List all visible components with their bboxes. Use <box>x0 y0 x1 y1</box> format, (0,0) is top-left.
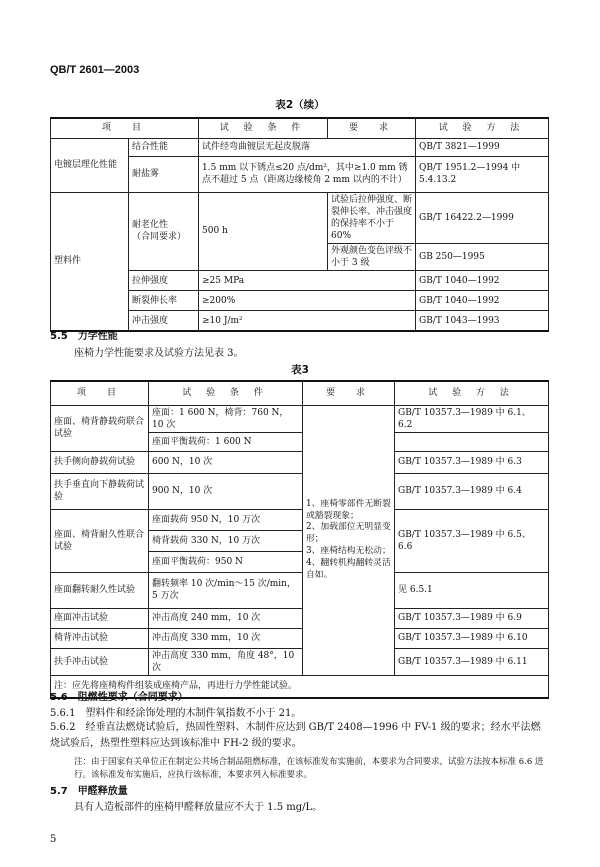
t2-aging-method2: GB 250—1995 <box>416 244 549 271</box>
t3-header-method: 试 验 方 法 <box>395 381 549 405</box>
t2-impact-method: GB/T 1043—1993 <box>416 311 549 331</box>
t3-r3-method: GB/T 10357.3—1989 中 6.4 <box>395 473 549 509</box>
section-5-7-text: 具有人造板部件的座椅甲醛释放量应不大于 1.5 mg/L。 <box>74 802 323 813</box>
t3-r7-cond: 冲击高度 330 mm，10 次 <box>149 628 303 648</box>
t2-tensile-value: ≥25 MPa <box>199 271 416 291</box>
t3-r6-item: 座面冲击试验 <box>51 608 149 628</box>
t3-r6-method: GB/T 10357.3—1989 中 6.9 <box>395 608 549 628</box>
t2-aging-item: 耐老化性 （合同要求） <box>129 192 199 271</box>
t2-adhesion-condition: 试件经弯曲镀层无起皮脱落 <box>199 138 416 156</box>
section-5-5-title: 5.5 力学性能 <box>50 331 118 342</box>
t2-header-method: 试 验 方 法 <box>416 118 549 138</box>
t2-tensile-method: GB/T 1040—1992 <box>416 271 549 291</box>
t3-r3-item: 扶手垂直向下静载荷试验 <box>51 473 149 509</box>
t2-aging-req2: 外观颜色变色评级不小于 3 级 <box>328 244 416 271</box>
t2-elongation-value: ≥200% <box>199 291 416 311</box>
t3-r4-cond-a: 座面载荷 950 N，10 万次 <box>149 509 303 530</box>
standard-code-header: QB/T 2601—2003 <box>50 64 140 76</box>
table3 <box>50 380 549 699</box>
t3-r8-item: 扶手冲击试验 <box>51 648 149 675</box>
t3-r1-cond-a: 座面：1 600 N，椅背：760 N，10 次 <box>149 405 303 432</box>
t3-header-item: 项 目 <box>51 381 149 405</box>
t2-header-requirement: 要 求 <box>328 118 416 138</box>
t2-adhesion-method: QB/T 3821—1999 <box>416 138 549 156</box>
table2 <box>50 117 549 332</box>
section-5-6-1: 5.6.1 塑料件和经涂饰处理的木制件氧指数不小于 21。 <box>50 708 302 719</box>
t2-elongation-item: 断裂伸长率 <box>129 291 199 311</box>
table3-caption: 表3 <box>291 364 309 376</box>
section-5-6-title: 5.6 阻燃性要求（合同要求） <box>50 692 188 703</box>
t3-r4-cond-c: 座面平衡载荷：950 N <box>149 551 303 572</box>
t2-group-electroplating: 电镀层理化性能 <box>51 138 129 192</box>
t3-header-requirement: 要 求 <box>303 381 395 405</box>
t3-header-condition: 试 验 条 件 <box>149 381 303 405</box>
t3-r7-item: 椅背冲击试验 <box>51 628 149 648</box>
t2-impact-item: 冲击强度 <box>129 311 199 331</box>
t2-header-condition: 试 验 条 件 <box>199 118 328 138</box>
section-5-6-note: 注：由于国家有关单位正在制定公共场合制品阻燃标准，在该标准发布实施前，本要求为合同要求，试验方法按本标准 6.6 进行。该标准发布实施后，应执行该标准，本要求列入标准要求。 <box>74 757 544 780</box>
t2-aging-req1: 试验后拉伸强度、断裂伸长率、冲击强度的保持率不小于 60% <box>328 192 416 244</box>
t3-r2-method: GB/T 10357.3—1989 中 6.3 <box>395 451 549 473</box>
t3-requirements: 1、座椅零部件无断裂或豁裂现象； 2、加载部位无明显变形； 3、座椅结构无松动； 4、翻转机构翻转灵活自如。 <box>303 405 395 676</box>
t2-aging-method1: GB/T 16422.2—1999 <box>416 192 549 244</box>
t3-r5-method: 见 6.5.1 <box>395 572 549 608</box>
section-5-6-2: 5.6.2 经垂直法燃烧试验后，热固性塑料、木制件应达到 GB/T 2408—1996 中 FV-1 级的要求；经水平法燃烧试验后，热塑性塑料应达到该标准中 FH-2 级的要求。 <box>50 722 541 749</box>
t2-tensile-item: 拉伸强度 <box>129 271 199 291</box>
t3-r5-cond: 翻转频率 10 次/min～15 次/min，5 万次 <box>149 572 303 608</box>
t3-r1-method-blank <box>395 432 549 451</box>
t2-aging-condition: 500 h <box>199 192 328 271</box>
table2-caption: 表2（续） <box>275 99 325 111</box>
section-5-5-text: 座椅力学性能要求及试验方法见表 3。 <box>74 348 244 359</box>
t3-r4-cond-b: 椅背载荷 330 N，10 万次 <box>149 530 303 551</box>
t3-r6-cond: 冲击高度 240 mm，10 次 <box>149 608 303 628</box>
t3-r1-cond-b: 座面平衡载荷：1 600 N <box>149 432 303 451</box>
t3-r2-item: 扶手侧向静载荷试验 <box>51 451 149 473</box>
t2-salt-condition: 1.5 mm 以下锈点≤20 点/dm²，其中≥1.0 mm 锈点不超过 5 点（距离边缘棱角 2 mm 以内的不计） <box>199 156 416 192</box>
page-number: 5 <box>50 834 57 845</box>
t2-salt-item: 耐盐雾 <box>129 156 199 192</box>
t3-r1-method: GB/T 10357.3—1989 中 6.1、6.2 <box>395 405 549 432</box>
t3-r4-item: 座面、椅背耐久性联合试验 <box>51 509 149 572</box>
t3-r3-cond: 900 N，10 次 <box>149 473 303 509</box>
t3-r1-item: 座面、椅背静载荷联合试验 <box>51 405 149 451</box>
t2-header-item: 项 目 <box>51 118 199 138</box>
t3-r8-cond: 冲击高度 330 mm，角度 48°，10 次 <box>149 648 303 675</box>
t2-adhesion-item: 结合性能 <box>129 138 199 156</box>
t3-note: 注：应先将座椅构件组装成座椅产品，再进行力学性能试验。 <box>51 676 549 698</box>
section-5-7-title: 5.7 甲醛释放量 <box>50 786 128 797</box>
t2-impact-value: ≥10 J/m² <box>199 311 416 331</box>
t3-r2-cond: 600 N，10 次 <box>149 451 303 473</box>
t2-group-plastic: 塑料件 <box>51 192 129 331</box>
t2-salt-method: QB/T 1951.2—1994 中 5.4.13.2 <box>416 156 549 192</box>
t3-r5-item: 座面翻转耐久性试验 <box>51 572 149 608</box>
t3-r8-method: GB/T 10357.3—1989 中 6.11 <box>395 648 549 675</box>
t2-elongation-method: GB/T 1040—1992 <box>416 291 549 311</box>
t3-r4-method: GB/T 10357.3—1989 中 6.5、6.6 <box>395 509 549 572</box>
t3-r7-method: GB/T 10357.3—1989 中 6.10 <box>395 628 549 648</box>
